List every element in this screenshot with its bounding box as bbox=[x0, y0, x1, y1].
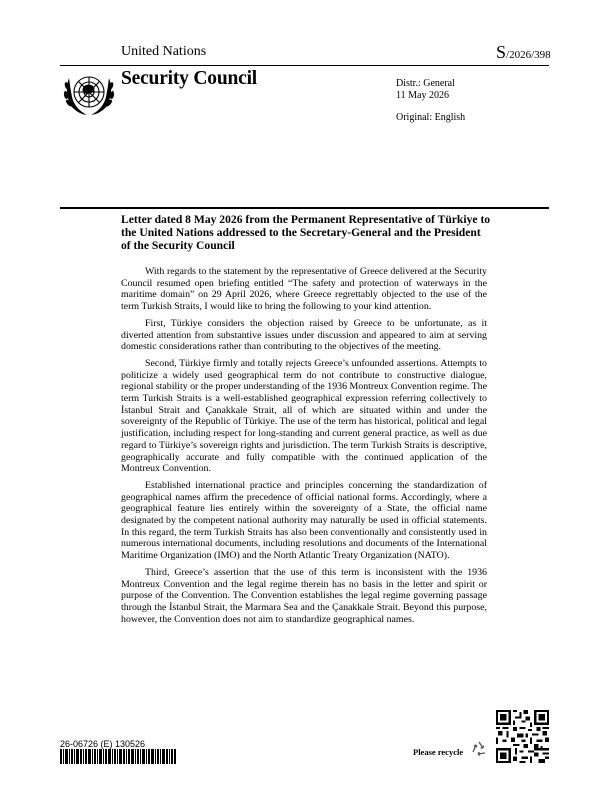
barcode-icon bbox=[60, 749, 176, 764]
recycle-label: Please recycle bbox=[413, 747, 464, 757]
paragraph: With regards to the statement by the representative of Greece delivered at the Security Council resumed open briefing entitled “The safety and protection of waterways in the maritime domain” on 29 April 2026, where Greece regrettably objected to the use of the term Turkish Straits, I would like to bring the following to your kind attention. bbox=[121, 266, 487, 313]
distribution: Distr.: General bbox=[396, 78, 455, 89]
paragraph: First, Türkiye considers the objection raised by Greece to be unfortunate, as it diverted attention from substantive issues under discussion and appeared to aim at serving domestic considerations rather than contributing to the objectives of the meeting. bbox=[121, 317, 487, 353]
document-number: 26-06726 (E) 130526 bbox=[60, 739, 146, 749]
paragraph: Second, Türkiye firmly and totally rejects Greece’s unfounded assertions. Attempts to politicize a widely used geographical term do not contribute to constructive dialogue, regional stability or the proper understanding of the 1936 Montreux Convention regime. The term Turkish Straits is a well-established geographical expression referring collectively to İstanbul Strait and Çanakkale Strait, all of which are situated within and under the sovereignty of the Republic of Türkiye. The use of the term has historical, political and legal justification, including respect for long-standing and current general practice, as well as due regard to Türkiye’s sovereign rights and jurisdiction. The term Turkish Straits is descriptive, geographically accurate and fully compatible with the continued application of the Montreux Convention. bbox=[121, 357, 487, 475]
paragraph: Established international practice and principles concerning the standardization of geographical names affirm the precedence of official national forms. Accordingly, where a geographical feature lies entirely within the sovereignty of a State, the official name designated by the competent national authority may naturally be used in official statements. In this regard, the term Turkish Straits has also been conventionally and consistently used in numerous international documents, including resolutions and documents of the International Maritime Organization (IMO) and the North Atlantic Treaty Organization (NATO). bbox=[121, 479, 487, 562]
issue-date: 11 May 2026 bbox=[396, 90, 449, 101]
body-name: Security Council bbox=[121, 68, 258, 89]
symbol-prefix: S bbox=[496, 42, 507, 62]
title-rule bbox=[60, 207, 549, 209]
symbol-rest: /2026/398 bbox=[506, 49, 551, 61]
letter-body bbox=[121, 266, 487, 630]
un-emblem-icon bbox=[60, 68, 118, 118]
header-rule bbox=[60, 65, 549, 66]
org-name: United Nations bbox=[121, 44, 207, 59]
paragraph: Third, Greece’s assertion that the use of this term is inconsistent with the 1936 Montreux Convention and the legal regime therein has no basis in the letter and spirit or purpose of the Convention. The Convention establishes the legal regime governing passage through the İstanbul Strait, the Marmara Sea and the Çanakkale Strait. Beyond this purpose, however, the Convention does not aim to standardize geographical names. bbox=[121, 566, 487, 625]
distribution-block bbox=[396, 78, 465, 124]
qr-code-icon bbox=[496, 710, 549, 763]
document-symbol bbox=[496, 42, 551, 63]
original-language: Original: English bbox=[396, 112, 466, 123]
letter-title: Letter dated 8 May 2026 from the Permanent Representative of Türkiye to the United Nations addressed to the Secretary-General and the President of the Security Council bbox=[121, 213, 491, 252]
recycle-icon bbox=[470, 740, 488, 758]
